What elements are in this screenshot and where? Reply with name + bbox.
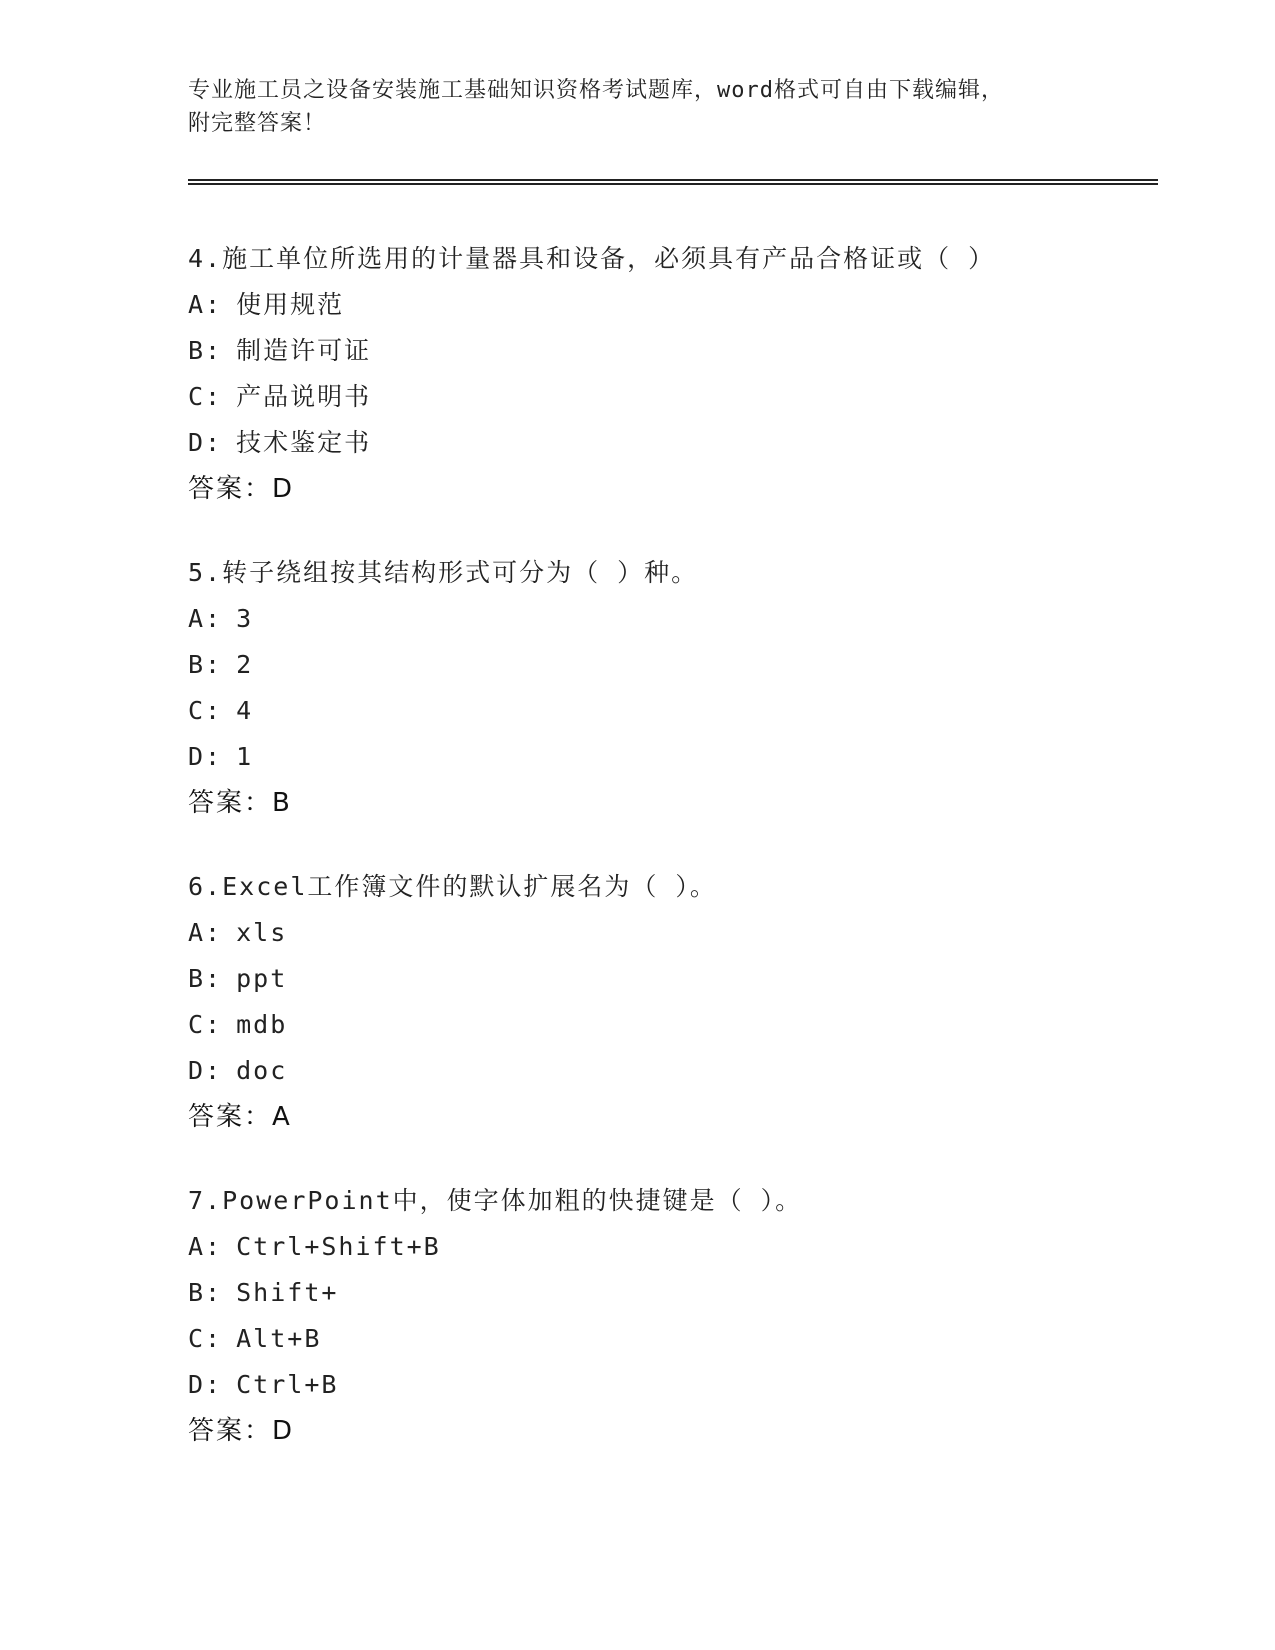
option-d xyxy=(188,1048,1168,1094)
option-d xyxy=(188,420,1168,466)
option-key: B: xyxy=(188,650,223,679)
option-text: xls xyxy=(236,918,288,947)
option-text: 技术鉴定书 xyxy=(236,428,372,457)
option-key: A: xyxy=(188,918,223,947)
question-text: 转子绕组按其结构形式可分为（ ）种。 xyxy=(222,558,699,587)
option-key: C: xyxy=(188,696,223,725)
option-text: 4 xyxy=(236,696,254,725)
option-b xyxy=(188,956,1168,1002)
question-number: 6. xyxy=(188,872,223,901)
option-b xyxy=(188,642,1168,688)
question-number: 5. xyxy=(188,558,223,587)
answer: 答案：D xyxy=(188,474,295,504)
option-key: C: xyxy=(188,1010,223,1039)
option-text: Ctrl+B xyxy=(236,1370,339,1399)
question-4 xyxy=(188,236,1168,512)
option-c xyxy=(188,374,1168,420)
answer: 答案：B xyxy=(188,788,292,818)
question-text: 施工单位所选用的计量器具和设备，必须具有产品合格证或（ ） xyxy=(222,244,996,273)
question-stem xyxy=(188,864,1168,910)
option-a xyxy=(188,1224,1168,1270)
question-stem xyxy=(188,1178,1168,1224)
option-a xyxy=(188,282,1168,328)
question-7 xyxy=(188,1178,1168,1454)
option-b xyxy=(188,1270,1168,1316)
option-text: 制造许可证 xyxy=(236,336,372,365)
option-a xyxy=(188,596,1168,642)
option-text: 3 xyxy=(236,604,254,633)
header-divider xyxy=(188,179,1158,185)
question-number: 4. xyxy=(188,244,223,273)
option-text: 使用规范 xyxy=(236,290,345,319)
option-text: 2 xyxy=(236,650,254,679)
option-text: ppt xyxy=(236,964,288,993)
option-text: doc xyxy=(236,1056,288,1085)
option-key: C: xyxy=(188,382,223,411)
answer: 答案：D xyxy=(188,1416,295,1446)
question-5 xyxy=(188,550,1168,826)
question-text: Excel工作簿文件的默认扩展名为（ ）。 xyxy=(222,872,717,901)
option-b xyxy=(188,328,1168,374)
option-key: A: xyxy=(188,604,223,633)
option-key: B: xyxy=(188,1278,223,1307)
answer: 答案：A xyxy=(188,1102,292,1132)
option-key: B: xyxy=(188,964,223,993)
option-key: A: xyxy=(188,1232,223,1261)
question-text: PowerPoint中，使字体加粗的快捷键是（ ）。 xyxy=(222,1186,803,1215)
option-key: D: xyxy=(188,742,223,771)
option-c xyxy=(188,1002,1168,1048)
option-text: mdb xyxy=(236,1010,288,1039)
option-key: D: xyxy=(188,1370,223,1399)
option-key: C: xyxy=(188,1324,223,1353)
question-list xyxy=(188,236,1168,1492)
question-stem xyxy=(188,550,1168,596)
option-c xyxy=(188,1316,1168,1362)
header-line-2: 附完整答案！ xyxy=(188,111,327,136)
option-c xyxy=(188,688,1168,734)
option-d xyxy=(188,1362,1168,1408)
option-text: 产品说明书 xyxy=(236,382,372,411)
option-d xyxy=(188,734,1168,780)
option-key: B: xyxy=(188,336,223,365)
question-6 xyxy=(188,864,1168,1140)
option-key: A: xyxy=(188,290,223,319)
option-key: D: xyxy=(188,428,223,457)
document-header xyxy=(188,74,1088,140)
option-text: Alt+B xyxy=(236,1324,322,1353)
header-line-1: 专业施工员之设备安装施工基础知识资格考试题库，word格式可自由下载编辑， xyxy=(188,78,1004,103)
question-stem xyxy=(188,236,1168,282)
option-a xyxy=(188,910,1168,956)
question-number: 7. xyxy=(188,1186,223,1215)
option-text: Ctrl+Shift+B xyxy=(236,1232,441,1261)
option-text: 1 xyxy=(236,742,254,771)
option-key: D: xyxy=(188,1056,223,1085)
option-text: Shift+ xyxy=(236,1278,339,1307)
